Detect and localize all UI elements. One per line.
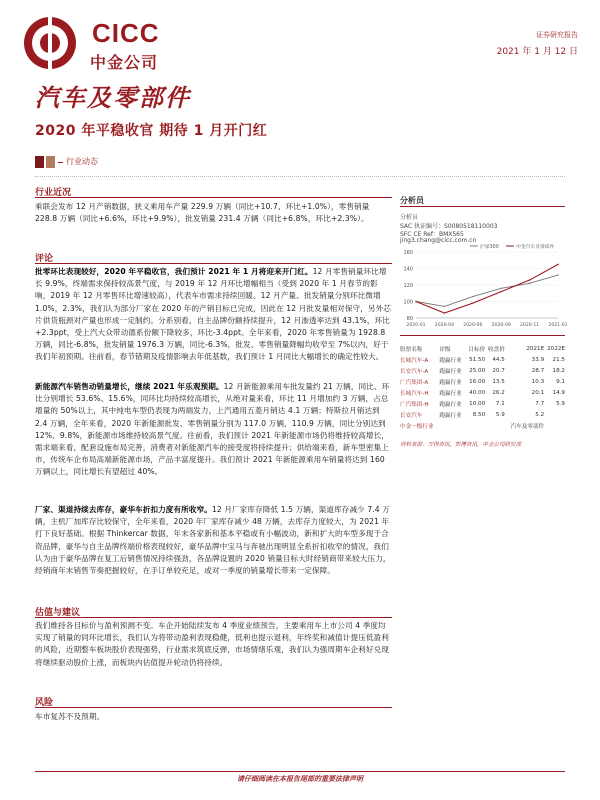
footer-line [35, 771, 565, 772]
valuation-heading: 估值与建议 [35, 608, 81, 618]
stock-value-cell: 目标价 [468, 346, 486, 353]
logo-text-cn: 中金公司 [90, 53, 159, 72]
header-divider [35, 176, 565, 177]
series-point-1 [501, 291, 502, 292]
table-row [400, 398, 565, 409]
page-title: 汽车及零部件 [35, 84, 191, 112]
x-tick-label: 2020-09 [491, 323, 511, 328]
stock-value-cell: 2021E [526, 345, 545, 352]
table-header-row [400, 343, 565, 354]
x-tick-label: 2020-01 [406, 323, 426, 328]
paragraph-4: 我们维持各目标价与盈利预测不变。车企开始陆续发布 4 季度业绩预告，主要乘用车上市公司 4 季度均实现了销量的同环比增长，我们认为将带动盈利表现稳健，低利也提示退利，年终奖和减值计提压低盈利的风险，近期整车板块股价表现强势，行业需求筑底反弹，市场情绪乐观，我们认为强周期车企利好兑现将继续驱动股价上涨，而板块内估值提升轮动仍将持续。 [35, 621, 389, 667]
paragraph-1-body: 12 月零售销量环比增长 9.9%，终端需求保持较高景气度，与 2019 年 12 月环比增幅相当（受到 2020 年 1 月春节的影响，2019 年 12 月零售环比增速较高），代表车市需求持续回暖。12 月产量、批发销量分别环比微增 1.0%，2.3%，我们认为部分厂家在 2020 年的产销目标已完成，因此在 12 月批发量相对保守，另外芯片供货瓶颈对产量也形成一定制约。分系别看，自主品牌份额持续提升，12 月渗透率达到 43.1%，环比+2.3ppt，受上汽大众带动德系份额下降较多，环比-3.4ppt。全年来看，2020 年零售销量为 1928.8 万辆，同比-6.8%，批发销量 1976.3 万辆，同比-6.3%，批发、零售销量降幅均收窄至 7%以内，好于我们年初预期。往前看，春节错期及疫情影响去年低基数，我们预计 1 月同比大幅增长的确定性较大。 [35, 267, 391, 362]
x-tick-label: 2020-06 [463, 323, 483, 328]
stock-value-cell: 5.9 [495, 411, 505, 418]
stock-table [400, 343, 565, 431]
stock-value-cell: 14.9 [552, 389, 565, 396]
stock-value-cell: 5.9 [556, 400, 565, 407]
stock-value-cell [544, 409, 565, 420]
stock-value-cell: 汽车及零部件 [510, 423, 545, 430]
stock-value-cell: 26.2 [492, 389, 505, 396]
risk-underline [35, 707, 392, 708]
risk-heading: 风险 [35, 698, 54, 708]
paragraph-2 [35, 381, 392, 479]
summary-paragraph: 乘联会发布 12 月产销数据，狭义乘用车产量 229.9 万辆（同比+10.7、环比+1.0%），零售销量 228.8 万辆（同比+6.6%，环比+9.9%），批发销量 231.4 万辆（同比+6.8%，环比+2.3%）。 [35, 202, 370, 224]
source-note: 资料来源：万得资讯，彭博资讯，中金公司研究部 [400, 442, 522, 448]
stock-value-cell: 跑赢行业 [439, 379, 462, 386]
series-point-1 [444, 312, 445, 313]
page-subtitle: 2020 年平稳收官 期待 1 月开门红 [35, 123, 268, 139]
stock-value-cell: 16.00 [469, 378, 486, 385]
paragraph-3-body: 12 月厂家库存降低 1.5 万辆，渠道库存减少 7.4 万辆，主机厂加库存比较保守，全年来看，2020 年厂家库存减少 48 万辆，去库存力度较大，为 2021 年打下良好基础。根据 Thinkercar 数据，年末各家新和基本平稳或有小幅波动，新和扩大的车型多现于合资品牌，豪华与自主品牌终端价格表现较好，豪华品牌中宝马与奔驰出现明显全系折扣收窄的情况，我们认为由于豪华品牌在复工后销售情况持续强劲，各品牌设置的 2020 销量目标大时经销商带来较大压力，经销商年末销售节奏把握较好，在手订单较充足，或对一季度的销量增长带来一定保障。 [35, 505, 391, 576]
performance-chart [398, 240, 568, 330]
stock-name-cell: 长安汽车 [400, 412, 423, 419]
tag-marker-light [46, 156, 55, 168]
stock-name-cell: 股票名称 [400, 346, 423, 353]
series-point-1 [529, 279, 530, 280]
stock-value-cell [485, 420, 505, 431]
y-tick-label: 140 [403, 266, 413, 273]
paragraph-5: 车市复苏不及预期。 [35, 712, 105, 721]
analyst-underline [400, 206, 565, 207]
y-tick-label: 100 [403, 299, 413, 306]
summary-heading: 行业近况 [35, 188, 72, 198]
table-row [400, 420, 565, 431]
report-tag: 行业动态 [66, 157, 98, 166]
paragraph-1 [35, 266, 392, 364]
series-point-0 [557, 274, 558, 275]
paragraph-2-lead: 新能源汽车销售动销量增长，继续 2021 年乐观预期。 [35, 382, 224, 391]
stock-value-cell: 25.00 [469, 367, 486, 374]
legend-label-0: 沪深300 [480, 245, 499, 250]
paragraph-1-lead: 批零环比表现较好，2020 年平稳收官，我们预计 2021 年 1 月将迎来开门红。 [35, 267, 313, 276]
series-point-1 [415, 301, 416, 302]
series-point-0 [529, 283, 530, 284]
analyst-name: 分析员 [400, 214, 419, 221]
stock-name-cell: 中金一级行业 [400, 423, 434, 430]
paragraph-3-lead: 厂家、渠道持续去库存，豪华车折扣力度有所收窄。 [35, 505, 212, 514]
analyst-sac: SAC 执证编号：S0080518110003 [400, 223, 498, 230]
table-row [400, 409, 565, 420]
report-type: 证券研究报告 [536, 31, 578, 39]
comment-heading: 评论 [35, 254, 54, 264]
stock-value-cell: 9.1 [556, 378, 565, 385]
table-row [400, 376, 565, 387]
stock-value-cell: 7.7 [535, 400, 545, 407]
stock-value-cell: 8.50 [472, 411, 486, 418]
paragraph-3 [35, 504, 392, 577]
x-tick-label: 2020-04 [434, 323, 455, 328]
logo-text-en: CICC [92, 18, 160, 48]
y-tick-label: 80 [406, 316, 413, 322]
stock-name-cell: 长安汽车-A [400, 368, 429, 375]
tag-line [58, 162, 63, 163]
stock-value-cell: 2022E [547, 345, 565, 352]
stock-name-cell: 广汽集团-A [400, 379, 429, 386]
stock-value-cell: 51.50 [469, 356, 486, 363]
stock-name-cell: 长城汽车-H [400, 390, 429, 397]
x-tick-label: 2020-11 [519, 323, 540, 328]
cicc-logo-icon [22, 15, 78, 71]
comment-underline [35, 263, 392, 264]
table-row [400, 365, 565, 376]
y-tick-label: 120 [403, 283, 413, 289]
stock-value-cell: 跑赢行业 [439, 357, 462, 364]
stock-value-cell: 5.2 [535, 411, 545, 418]
stock-name-cell: 广汽集团-H [400, 401, 429, 408]
stock-value-cell: 20.7 [492, 367, 505, 374]
summary-underline [35, 197, 392, 198]
series-point-0 [444, 306, 445, 307]
stock-name-cell: 长城汽车-A [400, 357, 429, 364]
stock-value-cell: 40.00 [469, 389, 486, 396]
series-point-1 [557, 264, 558, 265]
stock-value-cell [544, 420, 565, 431]
analyst-email[interactable]: jing3.chang@cicc.com.cn [400, 237, 477, 244]
table-row [400, 387, 565, 398]
y-tick-label: 160 [403, 250, 413, 256]
stock-value-cell: 跑赢行业 [439, 401, 462, 408]
stock-value-cell: 13.5 [492, 378, 505, 385]
stock-value-cell: 跑赢行业 [439, 368, 462, 375]
stock-value-cell [466, 420, 486, 431]
series-line-1 [416, 264, 558, 313]
stock-value-cell: 18.2 [552, 367, 565, 374]
legend-label-1: 中金汽车及零部件 [516, 245, 555, 250]
valuation-underline [35, 617, 392, 618]
stock-value-cell: 20.1 [531, 389, 545, 396]
table-row [400, 354, 565, 365]
stock-value-cell: 收盘价 [488, 346, 505, 353]
series-point-0 [472, 296, 473, 297]
stock-value-cell: 10.00 [469, 400, 486, 407]
stock-value-cell: 21.5 [552, 356, 565, 363]
stock-value-cell: 10.3 [531, 378, 545, 385]
stock-value-cell: 评级 [439, 346, 451, 353]
stock-value-cell: 44.5 [492, 356, 505, 363]
analyst-sfc: SFC CE Ref：BMX565 [400, 231, 464, 238]
paragraph-2-body: 12 月新能源乘用车批发量约 21 万辆，同比、环比分别增长 53.6%、15.6%，同环比均持续较高增长，从绝对量来看，环比 11 月增加约 3 万辆，占总增量的 50%以上，其中纯电车型仍表现为两端发力，上汽通用五菱月销达 4.1 万辆；特斯拉月销达到 2.4 万辆，全年来看，2020 年新能源批发、零售销量分别为 117.0 万辆，110.9 万辆，同比分别达到 12%、9.8%，新能源市场维持较高景气度。往前看，我们预计 2021 年新能源市场仍将维持较高增长，需求端来看，配套设施布局完善，消费者对新能源汽车的接受度将持续提升；供给端来看，新车型密集上市，传统车企布局高端新能源市场，产品丰富度提升。我们预计 2021 年新能源乘用车销量将达到 160 万辆以上，同比增长有望超过 40%。 [35, 382, 390, 477]
report-date: 2021 年 1 月 12 日 [496, 47, 578, 57]
tag-marker-dark [35, 156, 44, 168]
stock-value-cell: 33.9 [531, 356, 545, 363]
x-tick-label: 2021-01 [548, 323, 568, 328]
chart-divider [400, 335, 565, 336]
stock-value-cell [439, 420, 465, 431]
analyst-heading: 分析员 [400, 196, 424, 205]
stock-value-cell: 7.1 [495, 400, 505, 407]
stock-value-cell: 28.7 [531, 367, 545, 374]
series-point-0 [501, 288, 502, 289]
stock-value-cell: 跑赢行业 [439, 390, 462, 397]
series-point-1 [472, 302, 473, 303]
footer-disclaimer: 请仔细阅读在本报告尾部的重要法律声明 [237, 775, 363, 783]
stock-value-cell: 跑赢行业 [439, 412, 462, 419]
